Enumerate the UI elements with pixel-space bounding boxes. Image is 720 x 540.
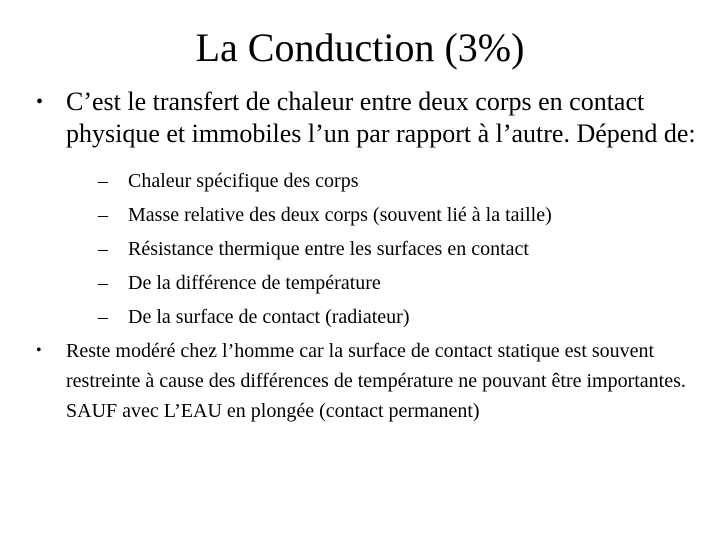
sub-bullet-item: [98, 300, 696, 334]
dash-mark: –: [98, 170, 108, 192]
dash-mark: –: [98, 204, 108, 226]
slide-title: La Conduction (3%): [195, 25, 525, 70]
sub-bullet-list: [98, 164, 696, 334]
sub-bullet-item: [98, 164, 696, 198]
bullet-text: Reste modéré chez l’homme car la surface de contact statique est souvent restreinte à cause des différences de température ne pouvant être importantes. SAUF avec L’EAU en plongée (contact permanent): [66, 340, 686, 422]
sub-bullet-text: Résistance thermique entre les surfaces en contact: [128, 238, 529, 260]
sub-bullet-item: [98, 266, 696, 300]
bullet-item: [36, 86, 696, 150]
sub-bullet-text: De la surface de contact (radiateur): [128, 306, 410, 328]
bullet-mark: •: [36, 342, 42, 359]
bullet-text: C’est le transfert de chaleur entre deux corps en contact physique et immobiles l’un par rapport à l’autre. Dépend de:: [66, 87, 696, 148]
sub-bullet-text: Masse relative des deux corps (souvent lié à la taille): [128, 204, 552, 226]
sub-bullet-item: [98, 198, 696, 232]
sub-bullet-item: [98, 232, 696, 266]
bullet-item: [36, 336, 696, 426]
slide-content: [36, 86, 696, 426]
bullet-mark: •: [36, 91, 44, 113]
dash-mark: –: [98, 272, 108, 294]
dash-mark: –: [98, 238, 108, 260]
sub-bullet-text: De la différence de température: [128, 272, 381, 294]
sub-bullet-text: Chaleur spécifique des corps: [128, 170, 359, 192]
dash-mark: –: [98, 306, 108, 328]
